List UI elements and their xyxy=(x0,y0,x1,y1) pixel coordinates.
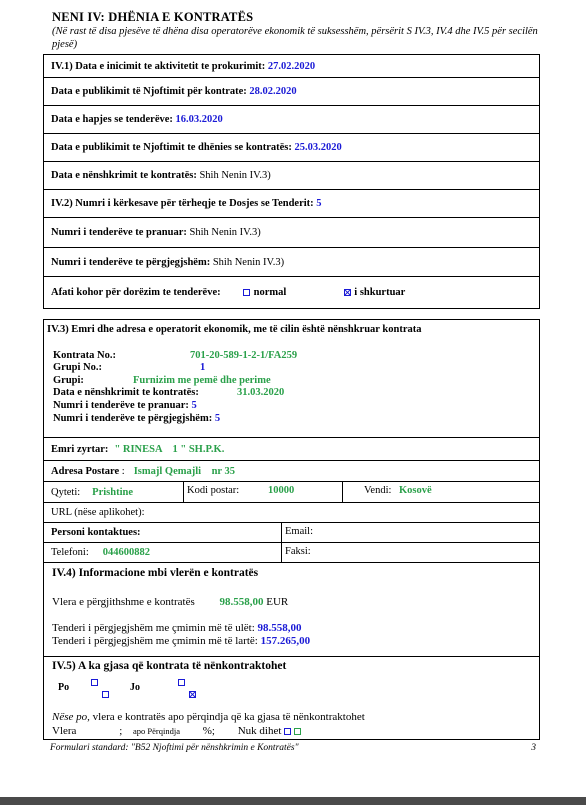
value-heading: IV.4) Informacione mbi vlerën e kontratës xyxy=(52,567,259,579)
activity-start-row xyxy=(44,55,539,78)
country-value: Kosovë xyxy=(399,485,432,496)
requests-label: IV.2) Numri i kërkesave për tërheqje te Dosjes se Tenderit: xyxy=(51,198,314,209)
footer xyxy=(50,743,536,753)
section-note: (Në rast të disa pjesëve të dhëna disa operatorëve ekonomik të suksesshëm, përsërit S IV.3, IV.4 dhe IV.5 për secilën pjesë) xyxy=(52,26,538,50)
operator-box xyxy=(43,319,540,740)
contract-no-label: Kontrata No.: xyxy=(53,350,116,361)
requests-value: 5 xyxy=(316,198,322,209)
yes-checkbox[interactable] xyxy=(102,691,109,698)
value-label: Vlera xyxy=(52,725,77,737)
yes-checkbox-top[interactable] xyxy=(91,679,98,686)
signing-row xyxy=(44,162,539,190)
award-pub-value: 25.03.2020 xyxy=(294,142,342,153)
city-label: Qyteti: xyxy=(51,486,81,498)
postal-value: 10000 xyxy=(268,485,295,496)
footer-form-label: Formulari standard: "B52 Njoftimi për nënshkrimin e Kontratës" xyxy=(50,743,299,753)
total-row xyxy=(52,596,288,608)
deadline-label: Afati kohor për dorëzim te tenderëve: xyxy=(51,287,221,298)
total-currency: EUR xyxy=(266,596,289,608)
shortened-checkbox[interactable] xyxy=(344,289,351,296)
highest-label: Tenderi i përgjegjshëm me çmimin më të lartë: xyxy=(52,635,258,647)
value-separator: ; xyxy=(119,725,123,737)
percent-sign: %; xyxy=(202,725,215,737)
sign-date-value: 31.03.2020 xyxy=(237,387,285,398)
responsive-value: Shih Nenin IV.3) xyxy=(212,256,285,268)
opening-row xyxy=(44,106,539,134)
received-row xyxy=(44,218,539,248)
official-name-value: " RINESA 1 " SH.P.K. xyxy=(114,443,225,455)
contact-label: Personi kontaktues: xyxy=(51,527,141,538)
op-responsive-row xyxy=(53,413,220,424)
postal-divider xyxy=(342,482,343,503)
viewer-bottom-bar xyxy=(0,797,586,805)
highest-row xyxy=(52,635,310,647)
yes-label: Po xyxy=(58,682,70,693)
country-label: Vendi: xyxy=(364,485,392,496)
address-row: Adresa Postare : Ismajl Qemajli nr 35 xyxy=(44,461,539,482)
unknown-checkbox-b[interactable] xyxy=(294,728,301,735)
signing-label: Data e nënshkrimit te kontratës: xyxy=(51,170,197,181)
city-value: Prishtine xyxy=(92,486,134,498)
subcontract-divider xyxy=(44,656,539,657)
award-pub-row xyxy=(44,134,539,162)
if-yes-row xyxy=(52,711,365,723)
received-value: Shih Nenin IV.3) xyxy=(189,227,261,238)
total-label: Vlera e përgjithshme e kontratës xyxy=(52,596,195,608)
shortened-label: i shkurtuar xyxy=(354,287,406,298)
percent-label: apo Përqindja xyxy=(133,726,180,736)
notice-pub-value: 28.02.2020 xyxy=(249,86,297,97)
group-label: Grupi: xyxy=(53,375,84,386)
received-label: Numri i tenderëve te pranuar: xyxy=(51,227,187,238)
notice-pub-label: Data e publikimit të Njoftimit për kontrate: xyxy=(51,86,247,97)
address-label: Adresa Postare xyxy=(51,465,120,477)
phone-label: Telefoni: xyxy=(51,547,89,558)
section-title: NENI IV: DHËNIA E KONTRATËS xyxy=(52,10,254,24)
sign-date-label: Data e nënshkrimit te kontratës: xyxy=(53,387,199,398)
phone-value: 044600882 xyxy=(102,547,150,558)
responsive-row xyxy=(44,248,539,277)
group-no-label: Grupi No.: xyxy=(53,362,103,373)
op-responsive-value: 5 xyxy=(214,413,221,424)
contract-no-value: 701-20-589-1-2-1/FA259 xyxy=(190,350,298,361)
unknown-checkbox-a[interactable] xyxy=(284,728,291,735)
op-responsive-label: Numri i tenderëve te përgjegjshëm: xyxy=(53,413,213,424)
deadline-row xyxy=(44,277,539,308)
normal-checkbox[interactable] xyxy=(243,289,250,296)
op-received-label: Numri i tenderëve te pranuar: xyxy=(53,400,189,411)
responsive-label: Numri i tenderëve te përgjegjshëm: xyxy=(51,256,211,268)
dates-box xyxy=(43,54,540,309)
total-value: 98.558,00 xyxy=(219,596,264,608)
url-label: URL (nëse aplikohet): xyxy=(51,507,145,518)
official-name-row xyxy=(44,437,539,461)
if-yes-text: vlera e kontratës apo përqindja që ka gjasa të nënkontraktohet xyxy=(92,711,365,723)
official-name-label: Emri zyrtar: xyxy=(51,443,109,455)
no-label: Jo xyxy=(130,682,140,693)
subcontract-heading: IV.5) A ka gjasa që kontrata të nënkontraktohet xyxy=(52,660,287,672)
activity-start-value: 27.02.2020 xyxy=(267,60,316,72)
opening-value: 16.03.2020 xyxy=(175,114,223,125)
unknown-label: Nuk dihet xyxy=(237,725,282,737)
op-received-value: 5 xyxy=(191,400,197,411)
requests-row xyxy=(44,190,539,218)
award-pub-label: Data e publikimit te Njoftimit te dhënies se kontratës: xyxy=(51,142,292,153)
group-value: Furnizim me pemë dhe perime xyxy=(133,375,271,386)
group-no-value: 1 xyxy=(200,362,206,373)
normal-label: normal xyxy=(253,287,287,298)
lowest-row xyxy=(52,622,302,634)
footer-page-number: 3 xyxy=(531,743,536,753)
activity-start-label: IV.1) Data e inicimit te aktivitetit te prokurimit: xyxy=(51,60,266,72)
city-divider xyxy=(183,482,184,503)
no-checkbox[interactable] xyxy=(189,691,196,698)
fax-label: Faksi: xyxy=(285,546,311,557)
if-yes-label: Nëse po, xyxy=(52,711,90,723)
address-value: Ismajl Qemajli nr 35 xyxy=(133,465,236,477)
url-row xyxy=(44,503,539,523)
highest-value: 157.265,00 xyxy=(260,635,311,647)
operator-heading: IV.3) Emri dhe adresa e operatorit ekonomik, me të cilin është nënshkruar kontrata xyxy=(47,324,422,335)
value-percent-row xyxy=(52,725,412,737)
lowest-label: Tenderi i përgjegjshëm me çmimin më të ulët: xyxy=(52,622,255,634)
lowest-value: 98.558,00 xyxy=(257,622,302,634)
no-checkbox-top[interactable] xyxy=(178,679,185,686)
signing-value: Shih Nenin IV.3) xyxy=(199,170,271,181)
email-label: Email: xyxy=(285,526,313,537)
opening-label: Data e hapjes se tenderëve: xyxy=(51,114,173,125)
op-received-row xyxy=(53,400,197,411)
notice-pub-row xyxy=(44,78,539,106)
postal-label: Kodi postar: xyxy=(187,485,240,496)
